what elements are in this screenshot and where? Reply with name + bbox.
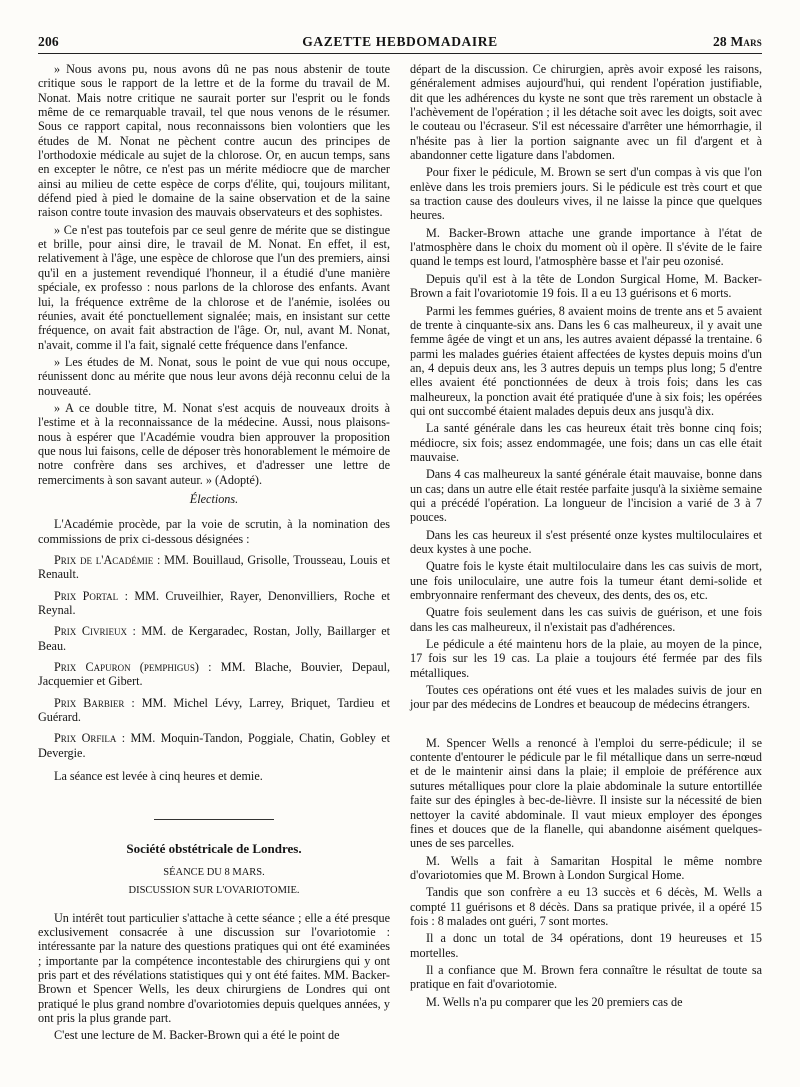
journal-title: GAZETTE HEBDOMADAIRE bbox=[302, 34, 498, 49]
paragraph: Depuis qu'il est à la tête de London Surgical Home, M. Backer-Brown a fait l'ovariotomie 19 fois. Il a eu 13 guérisons et 6 morts. bbox=[410, 271, 762, 301]
paragraph: » Les études de M. Nonat, sous le point de vue qui nous occupe, réunissent donc au mérite que nous leur avons déjà reconnu celui de la nouveauté. bbox=[38, 354, 390, 398]
paragraph: M. Backer-Brown attache une grande importance à l'état de l'atmosphère dans le choix du moment où il opère. Il s'évite de le faire quand le temps est lourd, l'atmosphère basse et l'air peu ozonisé. bbox=[410, 225, 762, 269]
society-heading: Société obstétricale de Londres. bbox=[126, 841, 302, 857]
session-closing: La séance est levée à cinq heures et demie. bbox=[54, 769, 263, 784]
seance-subheading: SÉANCE DU 8 MARS. bbox=[163, 866, 265, 878]
paragraph: Un intérêt tout particulier s'attache à cette séance ; elle a été presque exclusivement consacrée à une discussion sur l'ovariotomie : intéressante par la nature des questions pratiques qui ont été examinées ; importante par la compétence incontestable des chirurgiens qui y ont pris part et des révélations statistiques qui y ont été faites. MM. Backer-Brown et Spencer Wells, les deux chirurgiens de Londres qui ont pratiqué le plus grand nombre d'ovariotomies depuis quelques années, y ont pris la plus grande part. bbox=[38, 910, 390, 1025]
prize-entry bbox=[38, 731, 390, 760]
prize-entry bbox=[38, 624, 390, 653]
paragraph: Quatre fois le kyste était multiloculaire dans les cas suivis de mort, une fois uniloculaire, une autre fois la tumeur étant demi-solide et embryonnaire renfermant des cheveux, des dents, des os, etc. bbox=[410, 559, 762, 603]
prize-members: : MM. Moquin-Tandon, Poggiale, Chatin, Gobley et Devergie. bbox=[38, 731, 390, 760]
prize-name: Prix Civrieux bbox=[54, 624, 127, 639]
prize-entry bbox=[38, 589, 390, 618]
header-rule bbox=[38, 53, 762, 54]
paragraph: Parmi les femmes guéries, 8 avaient moins de trente ans et 5 avaient de trente à cinquante-six ans. Dans les 6 cas malheureux, il y avait une femme âgée de vingt et un ans, les autres avaient dépassé la trentaine. 6 parmi les malades guéries étaient affectées de kystes depuis moins d'un an, 4 depuis deux ans, les 3 autres depuis un temps plus long; 5 d'entre elles avaient été ponctionnées de deux à trois fois; dans les cas malheureux, la ponction avait été pratiquée d'une à six fois; les opérées qui ont succombé étaient malades depuis deux ans jusqu'à dix. bbox=[410, 303, 762, 418]
prize-name: Prix Barbier bbox=[54, 695, 125, 710]
paragraph: Il a donc un total de 34 opérations, dont 19 heureuses et 15 mortelles. bbox=[410, 931, 762, 960]
paragraph: Le pédicule a été maintenu hors de la plaie, au moyen de la pince, 17 fois sur les 19 cas. La plaie a toujours été fermée par des fils métalliques. bbox=[410, 637, 762, 680]
prize-entry bbox=[38, 696, 390, 725]
prize-members: : MM. Cruveilhier, Rayer, Denonvilliers, Roche et Reynal. bbox=[38, 588, 390, 618]
prize-members: : MM. Blache, Bouvier, Depaul, Jacquemier et Gibert. bbox=[38, 660, 390, 689]
page-number: 206 bbox=[38, 34, 59, 49]
paragraph: M. Wells n'a pu comparer que les 20 premiers cas de bbox=[426, 994, 683, 1009]
prize-name: Prix Orfila bbox=[54, 731, 117, 746]
paragraph: départ de la discussion. Ce chirurgien, après avoir exposé les raisons, généralement admises aujourd'hui, qui rendent l'opération justifiable, dit que les adhérences du kyste ne sont que très rarement un obstacle à l'achèvement de l'opération ; il les détache soit avec les doigts, soit avec le couteau ou l'écraseur. S'il est nécessaire d'arrêter une hémorrhagie, il n'hésite pas à lier la portion saignante avec un fil d'argent et à abandonner cette ligature dans l'abdomen. bbox=[410, 62, 762, 163]
paragraph: C'est une lecture de M. Backer-Brown qui a été le point de bbox=[54, 1028, 340, 1043]
prize-entry bbox=[38, 660, 390, 689]
prize-members: : MM. Michel Lévy, Larrey, Briquet, Tardieu et Guérard. bbox=[38, 695, 391, 725]
discussion-subheading: DISCUSSION SUR L'OVARIOTOMIE. bbox=[128, 885, 300, 897]
elections-intro: L'Académie procède, par la voie de scrutin, à la nomination des commissions de prix ci-dessous désignées : bbox=[38, 517, 390, 546]
paragraph: » Nous avons pu, nous avons dû ne pas nous abstenir de toute critique sous le rapport de la lettre et de la forme du travail de M. Nonat. Mais notre critique ne saurait porter sur l'esprit ou le fonds même de ce remarquable travail, tel que nous venons de le résumer. Sous ce rapport capital, nous reconnaissons bien volontiers que les études de M. Nonat ne pèchent contre aucun des principes de l'orthodoxie médicale au sujet de la chlorose. Or, en aucun temps, sans en excepter le nôtre, ce n'est pas un mérite médiocre que de marcher ainsi au milieu de cette espèce de corps d'élite, qui, toujours militant, défend pied à pied le domaine de la saine observation et de la saine raison contre toute invasion des mauvais observateurs et des sophistes. bbox=[38, 62, 390, 220]
running-header bbox=[38, 34, 762, 52]
elections-heading: Élections. bbox=[189, 491, 239, 506]
issue-date: 28 Mars bbox=[712, 34, 762, 49]
paragraph: Il a confiance que M. Brown fera connaître le résultat de toute sa pratique en fait d'ovariotomie. bbox=[410, 962, 762, 992]
paragraph: Quatre fois seulement dans les cas suivis de guérison, et une fois dans les cas malheureux, il n'existait pas d'adhérences. bbox=[410, 605, 762, 634]
prize-name: Prix Capuron (pemphigus) bbox=[54, 660, 199, 675]
left-column bbox=[38, 62, 390, 1043]
section-divider bbox=[154, 819, 274, 820]
prize-members: : MM. Bouillaud, Grisolle, Trousseau, Louis et Renault. bbox=[38, 553, 390, 582]
paragraph: M. Wells a fait à Samaritan Hospital le même nombre d'ovariotomies que M. Brown à London Surgical Home. bbox=[410, 853, 762, 882]
paragraph: » Ce n'est pas toutefois par ce seul genre de mérite que se distingue et brille, pour ainsi dire, le travail de M. Nonat. En effet, il est, relativement à l'âge, une espèce de chlorose que l'un des premiers, ainsi qu'il en a justement revendiqué l'honneur, il a étudié d'une manière spéciale, ex professo : nous parlons de la chlorose des enfants. Avant lui, la fréquence extrême de la chlorose et de l'anémie, isolées ou réunies, avait été ponctuellement signalée; mais, en insistant sur cette fréquence, on avait fait abstraction de l'âge. Or, nul, avant M. Nonat, n'avait, comme il l'a fait, signalé cette fréquence dans l'enfance. bbox=[38, 222, 390, 352]
paragraph: » A ce double titre, M. Nonat s'est acquis de nouveaux droits à l'estime et à la reconnaissance de la médecine. Aussi, nous plaisons-nous à espérer que l'Académie voudra bien approuver la proposition que nous lui faisons, celle de déposer très honorablement le mémoire de notre confrère dans ses archives, et d'adresser une lettre de remerciments à son savant auteur. » (Adopté). bbox=[38, 400, 390, 487]
prize-entry bbox=[38, 553, 390, 582]
right-column bbox=[410, 62, 762, 1009]
paragraph: Dans les cas heureux il s'est présenté onze kystes multiloculaires et deux kystes à une poche. bbox=[410, 527, 762, 556]
prize-name: Prix de l'Académie bbox=[54, 553, 154, 567]
paragraph: La santé générale dans les cas heureux était très bonne cinq fois; médiocre, six fois; assez endommagée, une fois; dans un cas elle était mauvaise. bbox=[410, 421, 762, 464]
prize-name: Prix Portal bbox=[54, 588, 119, 603]
paragraph: M. Spencer Wells a renoncé à l'emploi du serre-pédicule; il se contente d'entourer le pédicule par le fil métallique dans un serre-nœud et de le maintenir ainsi dans la plaie; il emploie de préférence aux sutures métalliques pour clore la plaie abdominale la suture entortillée faite sur des épingles à bec-de-lièvre. Il insiste sur la nécessité de bien nettoyer la cavité abdominale. Il vaut mieux employer des éponges fines et douces que de la flanelle, qui abandonne aisément quelques-unes de ses parcelles. bbox=[410, 735, 762, 851]
prize-members: : MM. de Kergaradec, Rostan, Jolly, Baillarger et Beau. bbox=[38, 624, 391, 653]
paragraph: Pour fixer le pédicule, M. Brown se sert d'un compas à vis que l'on enlève dans les trois premiers jours. Si le pédicule est très court et que sa traction cause des douleurs vives, il ne laisse la pince que quelques heures. bbox=[410, 165, 762, 223]
paragraph: Tandis que son confrère a eu 13 succès et 6 décès, M. Wells a compté 11 guérisons et 8 décès. Dans sa pratique privée, il a opéré 15 fois : 8 malades ont guéri, 7 sont mortes. bbox=[410, 885, 762, 928]
paragraph: Toutes ces opérations ont été vues et les malades suivis de jour en jour par des médecins de Londres et beaucoup de médecins étrangers. bbox=[410, 683, 762, 712]
paragraph: Dans 4 cas malheureux la santé générale était mauvaise, bonne dans un cas; dans un autre elle était restée parfaite jusqu'à la sixième semaine qui a précédé l'opération. La longueur de l'incision a varié de 3 à 7 pouces. bbox=[410, 467, 762, 525]
